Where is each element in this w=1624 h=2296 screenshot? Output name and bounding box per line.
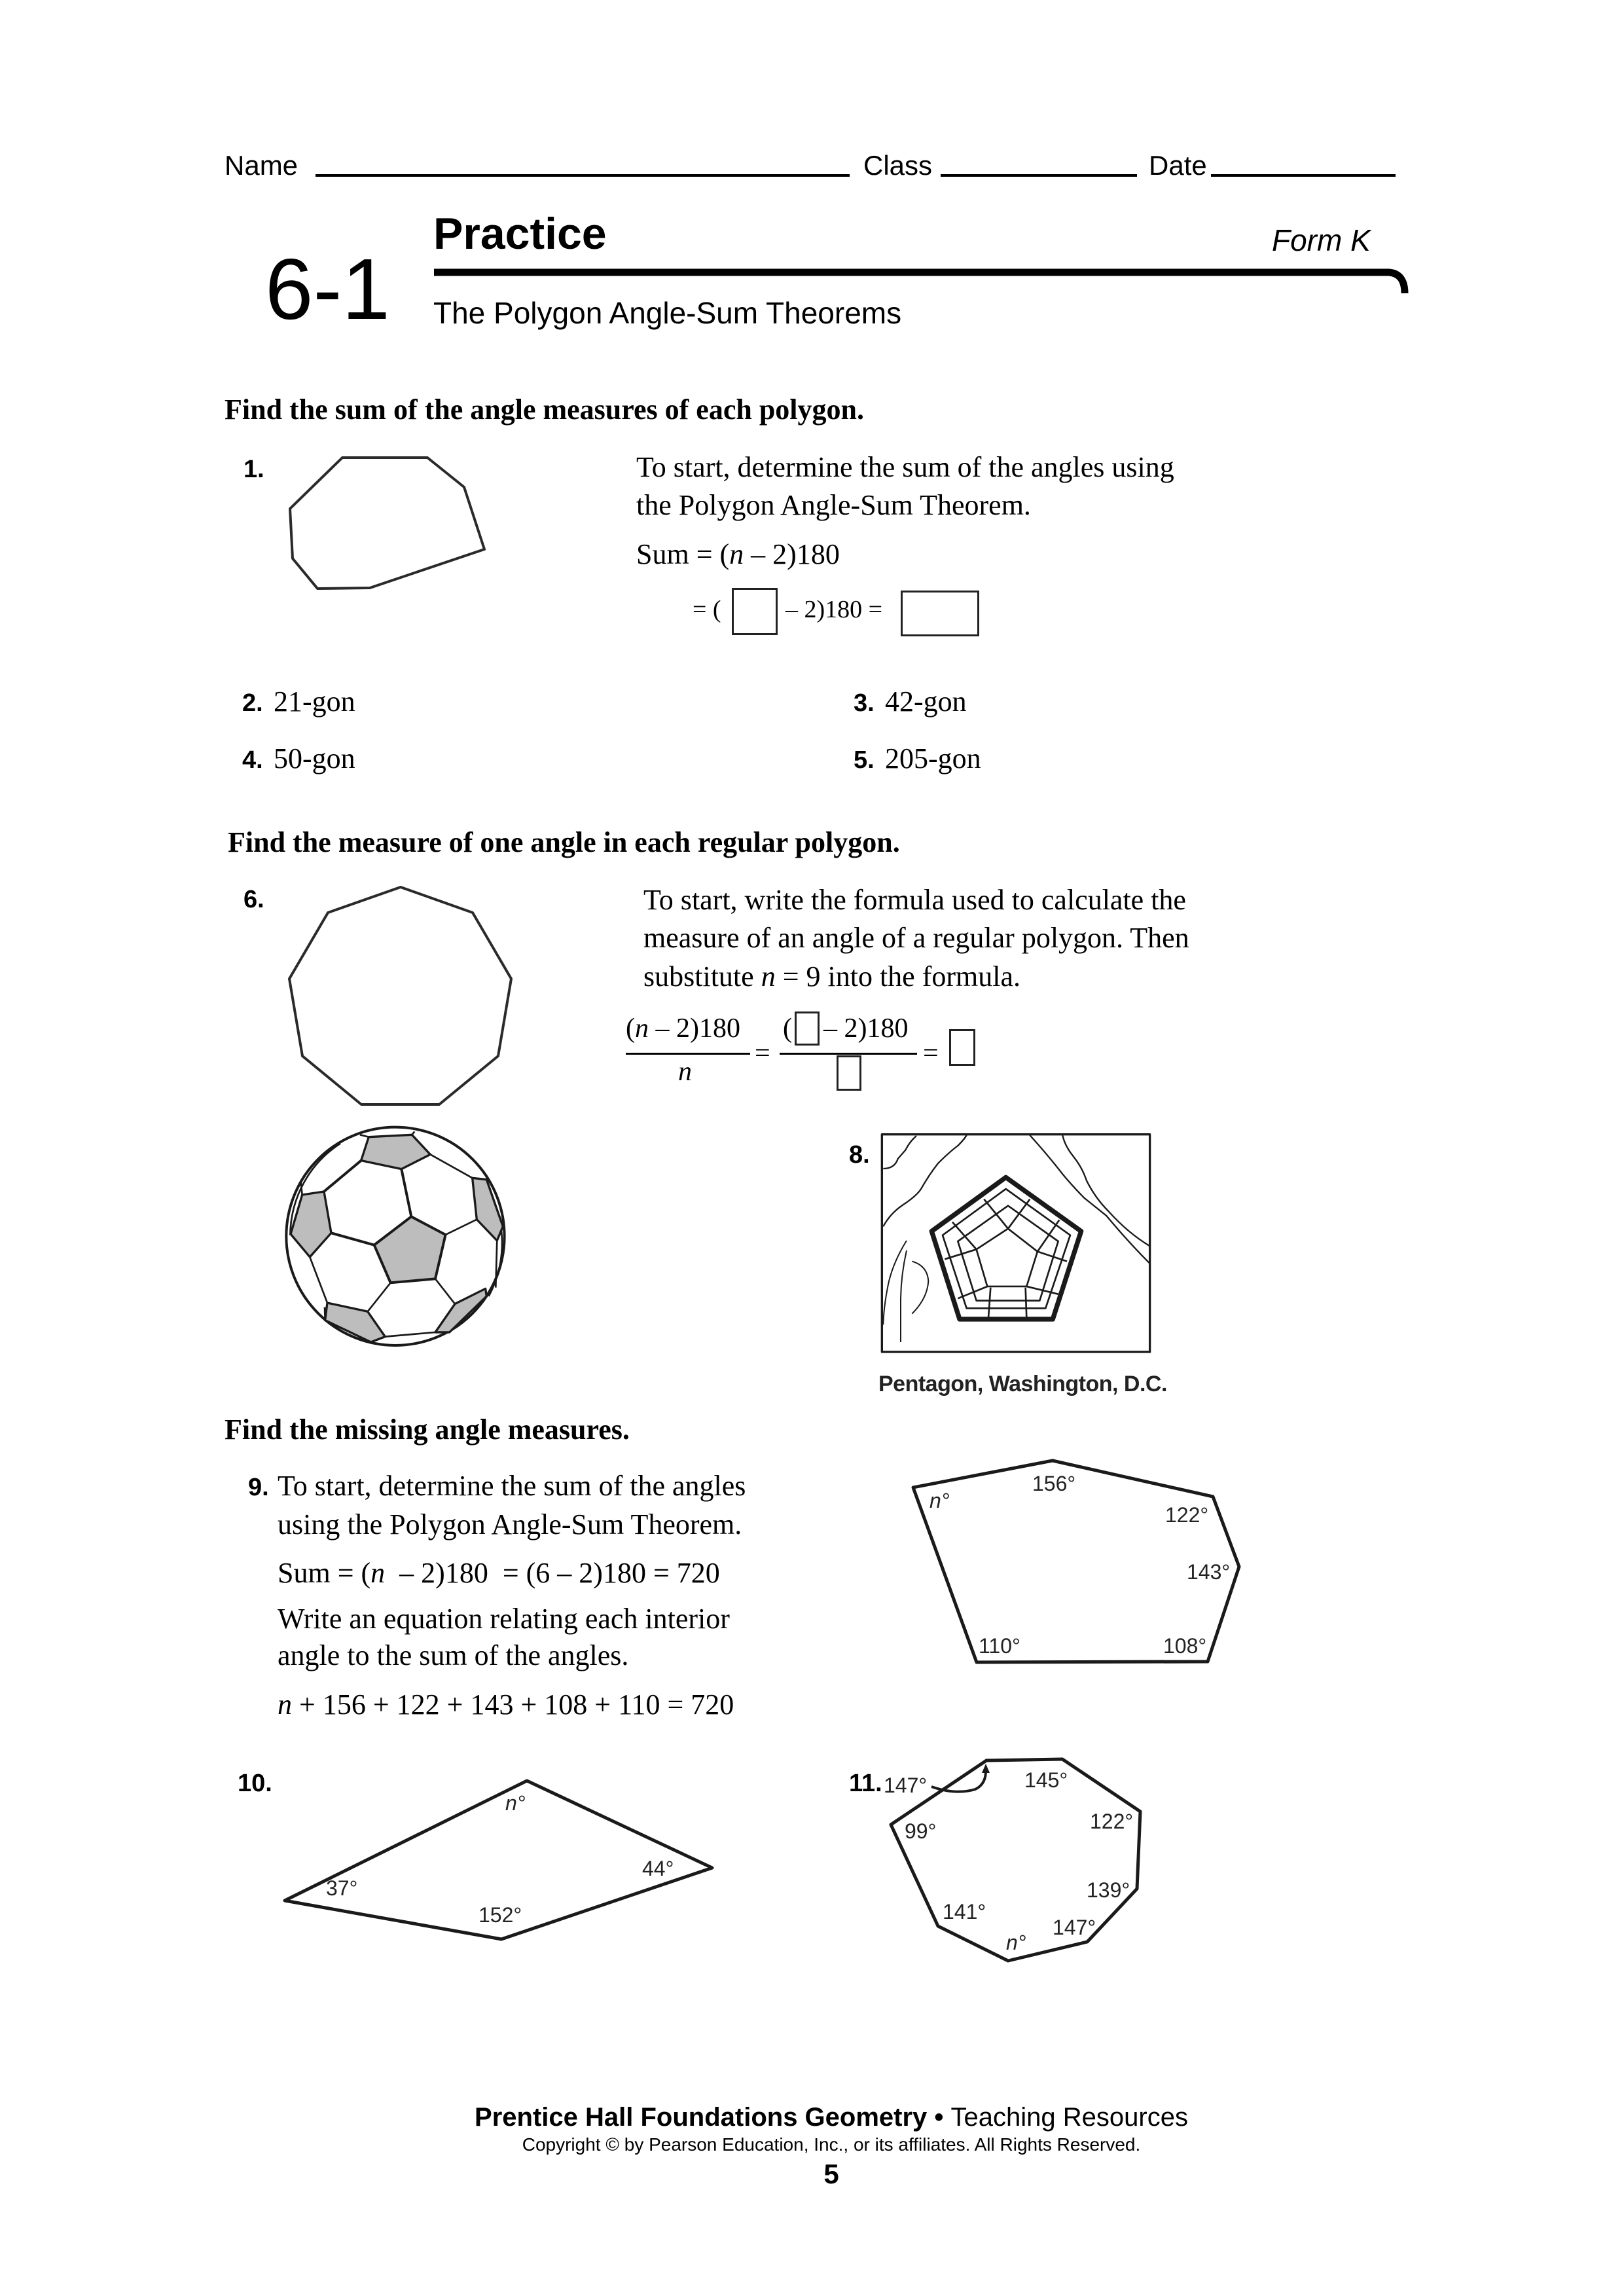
problem-number-5: 5. [854, 746, 875, 774]
p11-angle-141: 141° [943, 1900, 986, 1923]
p6-equals-2: = [923, 1038, 939, 1068]
p11-angle-147-top: 147° [884, 1774, 928, 1797]
chapter-number: 6-1 [265, 241, 390, 337]
p10-quadrilateral-figure [285, 1781, 712, 1939]
p6-n-answer-box[interactable] [795, 1011, 820, 1046]
pentagon-caption: Pentagon, Washington, D.C. [878, 1372, 1167, 1396]
p11-octagon-figure [891, 1759, 1140, 1961]
name-blank[interactable] [316, 174, 850, 177]
p9-hexagon-figure [913, 1461, 1239, 1662]
p1-sum-answer-box[interactable] [901, 591, 979, 636]
p6-fraction2-rest: – 2)180 [823, 1013, 909, 1044]
problem-2-text: 21-gon [274, 685, 355, 718]
p11-angle-147-bottom: 147° [1053, 1916, 1096, 1939]
section-heading-regular: Find the measure of one angle in each regular polygon. [228, 826, 900, 858]
p1-sum-formula: Sum = (n – 2)180 [636, 538, 840, 570]
p1-instruction-line2: the Polygon Angle-Sum Theorem. [636, 489, 1031, 521]
date-label: Date [1149, 150, 1207, 181]
problem-number-6: 6. [244, 886, 264, 913]
name-label: Name [225, 150, 298, 181]
p11-angle-122: 122° [1090, 1810, 1134, 1833]
p6-instruction-line1: To start, write the formula used to calculate the [643, 884, 1186, 916]
p1-n-answer-box[interactable] [732, 588, 778, 635]
p9-line5: angle to the sum of the angles. [278, 1639, 629, 1671]
footer-book-line: Prentice Hall Foundations Geometry • Teaching Resources [475, 2103, 1188, 2132]
problem-number-2: 2. [242, 689, 263, 717]
p11-arrow [931, 1769, 986, 1792]
p9-sum-line: Sum = (n – 2)180 = (6 – 2)180 = 720 [278, 1557, 720, 1589]
problem-number-3: 3. [854, 689, 875, 717]
p9-angle-108: 108° [1163, 1634, 1207, 1658]
page-number: 5 [823, 2159, 839, 2189]
page-title: Practice [433, 209, 607, 259]
pentagon-building-image [882, 1135, 1149, 1352]
p1-step-open: = ( [693, 596, 721, 623]
p9-line2: using the Polygon Angle-Sum Theorem. [278, 1508, 742, 1540]
copyright: Copyright © by Pearson Education, Inc., or its affiliates. All Rights Reserved. [522, 2134, 1141, 2155]
p10-angle-152: 152° [478, 1903, 522, 1927]
p6-fraction2-open: ( [783, 1013, 792, 1044]
title-rule [434, 272, 1405, 293]
form-label: Form K [1272, 223, 1371, 257]
problem-number-10: 10. [238, 1770, 272, 1797]
page-subtitle: The Polygon Angle-Sum Theorems [433, 296, 902, 330]
problem-number-11: 11. [849, 1770, 882, 1797]
p11-angle-139: 139° [1087, 1878, 1130, 1902]
class-blank[interactable] [941, 174, 1137, 177]
section-heading-missing: Find the missing angle measures. [225, 1413, 630, 1446]
p9-equation: n + 156 + 122 + 143 + 108 + 110 = 720 [278, 1688, 734, 1721]
octagon-figure [290, 458, 484, 589]
p9-angle-122: 122° [1165, 1503, 1209, 1527]
section-heading-sum: Find the sum of the angle measures of each polygon. [225, 393, 864, 426]
date-blank[interactable] [1211, 174, 1396, 177]
p11-angle-n: n° [1006, 1931, 1026, 1954]
problem-5-text: 205-gon [885, 742, 981, 774]
soccer-ball-icon [286, 1127, 504, 1345]
p11-angle-145: 145° [1024, 1768, 1068, 1792]
p6-instruction-line2: measure of an angle of a regular polygon. Then [643, 922, 1189, 954]
arrowhead-icon [982, 1764, 990, 1773]
problem-number-1: 1. [244, 456, 264, 483]
p6-instruction-line3: substitute n = 9 into the formula. [643, 960, 1020, 993]
p1-step-mid: – 2)180 = [785, 596, 883, 623]
problem-number-8: 8. [849, 1141, 870, 1169]
problem-number-4: 4. [242, 746, 263, 774]
p10-angle-37: 37° [326, 1876, 358, 1900]
p6-fraction2-bar [780, 1053, 917, 1055]
nonagon-figure [289, 887, 511, 1104]
problem-3-text: 42-gon [885, 685, 967, 718]
p9-angle-n: n° [929, 1489, 950, 1512]
class-label: Class [863, 150, 933, 181]
p6-fraction1-numerator: (n – 2)180 [626, 1013, 740, 1044]
p6-fraction1-bar [626, 1053, 750, 1055]
p1-instruction-line1: To start, determine the sum of the angles using [636, 451, 1174, 483]
p11-angle-99: 99° [905, 1819, 937, 1843]
p6-denominator-answer-box[interactable] [837, 1055, 861, 1091]
p6-result-answer-box[interactable] [949, 1029, 975, 1066]
p9-line4: Write an equation relating each interior [278, 1603, 730, 1635]
p9-angle-110: 110° [979, 1634, 1020, 1658]
problem-number-9: 9. [248, 1474, 269, 1501]
p10-angle-n: n° [505, 1791, 526, 1815]
p6-equals-1: = [755, 1038, 770, 1068]
p9-angle-156: 156° [1032, 1472, 1076, 1495]
problem-4-text: 50-gon [274, 742, 355, 774]
p9-angle-143: 143° [1187, 1560, 1231, 1584]
p6-fraction1-denominator: n [678, 1057, 692, 1087]
p10-angle-44: 44° [642, 1857, 674, 1880]
p9-line1: To start, determine the sum of the angles [278, 1470, 746, 1502]
